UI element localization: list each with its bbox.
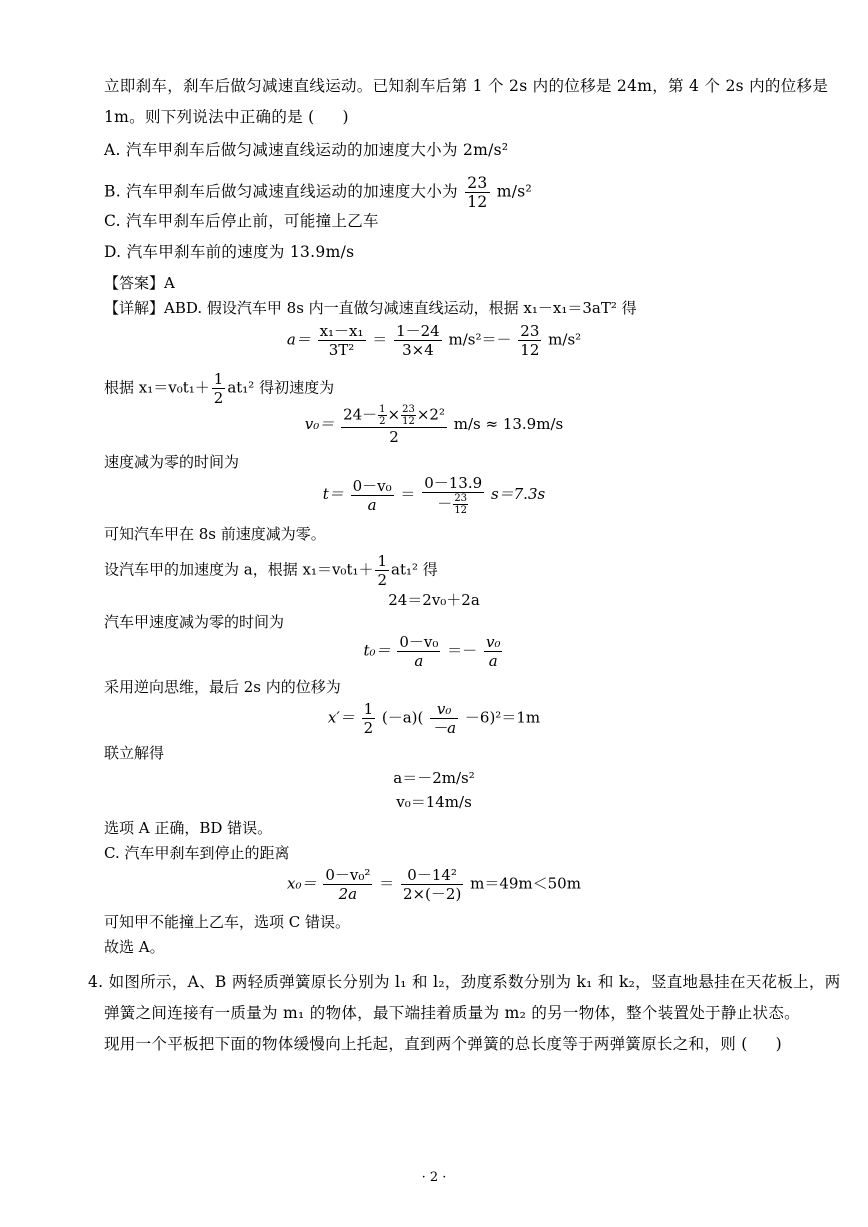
- eq3-frac-2-den-frac: [453, 493, 468, 516]
- line-reverse: 采用逆向思维，最后 2s 内的位移为: [104, 678, 341, 696]
- eq1-frac-2: [394, 322, 442, 359]
- option-d: D. 汽车甲刹车前的速度为 13.9m/s: [104, 243, 355, 261]
- eq5-frac-1-num: 0－v₀: [399, 633, 439, 651]
- line-v0: [104, 370, 334, 407]
- line-v0-pre: 根据 x₁＝v₀t₁＋: [104, 378, 210, 397]
- eq6-mid: (－a)(: [381, 708, 424, 727]
- equation-6: [0, 700, 868, 737]
- eq5-frac-2: [484, 633, 503, 670]
- line-v0-half-num: 1: [213, 370, 224, 388]
- eq3-frac-2-den: [422, 493, 484, 516]
- eq9-frac-1: [323, 866, 372, 903]
- eq9-frac-1-num: 0－v₀²: [325, 866, 371, 884]
- option-b-num: 23: [467, 174, 488, 192]
- eq6-half-n: 1: [363, 700, 374, 718]
- line-time: 速度减为零的时间为: [104, 453, 240, 471]
- eq5-frac-1-den: a: [414, 652, 424, 670]
- equation-4: 24＝2v₀＋2a: [388, 591, 480, 609]
- option-b-den: 12: [467, 193, 488, 211]
- eq2-num-half: [378, 404, 386, 427]
- line-v0-half-den: 2: [213, 389, 224, 407]
- eq5-frac-2-num: v₀: [485, 633, 501, 651]
- eq3-frac-1: [351, 477, 394, 514]
- intro-line-2: [104, 107, 349, 127]
- option-b: [104, 174, 532, 211]
- eq9-frac-2-num: 0－14²: [401, 866, 463, 885]
- eq2-tail: m/s ≈ 13.9m/s: [453, 415, 564, 433]
- eq3-den-d: 12: [454, 505, 468, 516]
- eq9-frac-2: [401, 866, 463, 903]
- eq5-frac-1: [397, 633, 440, 670]
- question-4-line-2: 弹簧之间连接有一质量为 m₁ 的物体，最下端挂着质量为 m₂ 的另一物体，整个装置处于静止状态。: [104, 1004, 800, 1022]
- line-option-a-correct: 选项 A 正确，BD 错误。: [104, 819, 273, 837]
- eq6-half: [362, 700, 376, 737]
- eq9-mid: ＝: [379, 874, 395, 893]
- eq1-frac-2-den: 3×4: [402, 341, 434, 359]
- intro-line-1: 立即刹车，刹车后做匀减速直线运动。已知刹车后第 1 个 2s 内的位移是 24m，第 4 个 2s 内的位移是: [104, 77, 829, 95]
- line-v0-half: [212, 370, 226, 407]
- eq2-num-a: 24－: [343, 405, 378, 424]
- eq2-frac: [341, 404, 447, 446]
- line-set: [104, 552, 438, 589]
- line-choose: 故选 A。: [104, 938, 165, 956]
- eq1-frac-3-den: 12: [520, 341, 540, 359]
- eq2-num-half-n: 1: [379, 404, 386, 415]
- eq1-mid: ＝: [372, 330, 388, 349]
- intro-line-2-text: 1m。则下列说法中正确的是 (: [104, 108, 315, 126]
- eq1-frac-3-num: 23: [520, 322, 540, 340]
- eq3-lhs: t＝: [322, 485, 344, 503]
- eq9-lhs: x₀＝: [287, 874, 317, 893]
- equation-7: a＝－2m/s²: [393, 769, 475, 787]
- eq2-denominator: 2: [389, 428, 399, 446]
- eq5-frac-2-den: a: [488, 652, 498, 670]
- eq1-frac-3: [518, 322, 541, 359]
- eq6-frac-num: v₀: [430, 700, 458, 719]
- equation-2: [0, 404, 868, 446]
- eq1-frac-2-num: 1－24: [396, 322, 440, 340]
- line-option-c: C. 汽车甲刹车到停止的距离: [104, 844, 290, 862]
- question-4-line-3-text: 现用一个平板把下面的物体缓慢向上托起，直到两个弹簧的总长度等于两弹簧原长之和，则 (: [104, 1035, 748, 1053]
- option-b-unit: m/s²: [496, 182, 533, 201]
- option-b-prefix: B. 汽车甲刹车后做匀减速直线运动的加速度大小为: [104, 182, 458, 201]
- eq9-tail: m＝49m＜50m: [470, 874, 581, 893]
- equation-5: [0, 633, 868, 670]
- eq2-num-c: ×2²: [416, 405, 445, 424]
- eq6-half-d: 2: [363, 719, 374, 737]
- eq1-frac-1-den: 3T²: [328, 341, 355, 359]
- line-set-half: [375, 552, 389, 589]
- eq3-frac-1-num: 0－v₀: [352, 476, 392, 495]
- line-v0-post: at₁² 得初速度为: [227, 378, 335, 397]
- eq6-lhs: x′＝: [327, 708, 355, 727]
- eq6-frac-den: －a: [432, 719, 457, 737]
- eq2-num-half-d: 2: [379, 416, 386, 427]
- eq3-frac-2-num: 0－13.9: [424, 474, 483, 492]
- eq3-tail: s＝7.3s: [490, 485, 546, 503]
- detail-intro: 【详解】ABD. 假设汽车甲 8s 内一直做匀减速直线运动，根据 x₁－x₁＝3aT² 得: [104, 299, 637, 317]
- option-c: C. 汽车甲刹车后停止前，可能撞上乙车: [104, 212, 379, 230]
- line-conclude: 可知甲不能撞上乙车，选项 C 错误。: [104, 913, 351, 931]
- line-set-pre: 设汽车甲的加速度为 a，根据 x₁＝v₀t₁＋: [104, 560, 374, 579]
- option-a: A. 汽车甲刹车后做匀减速直线运动的加速度大小为 2m/s²: [104, 141, 509, 159]
- equation-9: [0, 866, 868, 903]
- eq1-frac-1: [318, 322, 366, 359]
- equation-1: [0, 322, 868, 359]
- eq9-frac-1-den: 2a: [338, 885, 358, 903]
- line-set-post: at₁² 得: [391, 560, 438, 579]
- eq2-num-b: ×: [387, 405, 401, 424]
- eq3-mid: ＝: [400, 485, 416, 503]
- line-set-half-d: 2: [377, 571, 388, 589]
- question-4-line-3-end: ): [775, 1035, 782, 1053]
- equation-8: v₀＝14m/s: [396, 793, 472, 811]
- question-4-line-3: [104, 1034, 782, 1054]
- eq6-tail: －6)²＝1m: [464, 708, 541, 727]
- eq1-tail: m/s²: [548, 330, 582, 349]
- eq5-lhs: t₀＝: [363, 641, 391, 660]
- line-stop: 可知汽车甲在 8s 前速度减为零。: [104, 525, 326, 543]
- eq3-frac-2-den-pre: －: [437, 494, 453, 513]
- line-solve: 联立解得: [104, 744, 165, 762]
- eq2-num-frac-n: 23: [402, 404, 415, 415]
- equation-3: [0, 474, 868, 516]
- intro-line-2-end: ): [342, 108, 349, 126]
- eq6-frac: [430, 700, 458, 737]
- eq2-lhs: v₀＝: [304, 415, 335, 433]
- eq1-mid-2: m/s²＝－: [448, 330, 512, 349]
- option-b-fraction: [465, 174, 489, 211]
- eq3-frac-2: [422, 474, 484, 516]
- page-number: · 2 ·: [421, 1170, 447, 1185]
- eq5-mid: ＝－: [447, 641, 478, 660]
- eq3-frac-1-den: a: [367, 495, 377, 514]
- eq3-den-n: 23: [454, 493, 468, 504]
- eq2-num-frac-d: 12: [402, 416, 415, 427]
- line-set-half-n: 1: [377, 552, 388, 570]
- answer-line: 【答案】A: [104, 274, 175, 292]
- eq1-lhs: a＝: [286, 330, 311, 349]
- question-4-line-1: 4. 如图所示，A、B 两轻质弹簧原长分别为 l₁ 和 l₂，劲度系数分别为 k₁ 和 k₂，竖直地悬挂在天花板上，两: [88, 973, 841, 991]
- eq9-frac-2-den: 2×(－2): [402, 885, 462, 903]
- eq1-frac-1-num: x₁－x₁: [319, 322, 364, 340]
- eq2-numerator: [341, 404, 447, 428]
- line-time-2: 汽车甲速度减为零的时间为: [104, 613, 285, 631]
- eq2-num-frac: [401, 404, 416, 427]
